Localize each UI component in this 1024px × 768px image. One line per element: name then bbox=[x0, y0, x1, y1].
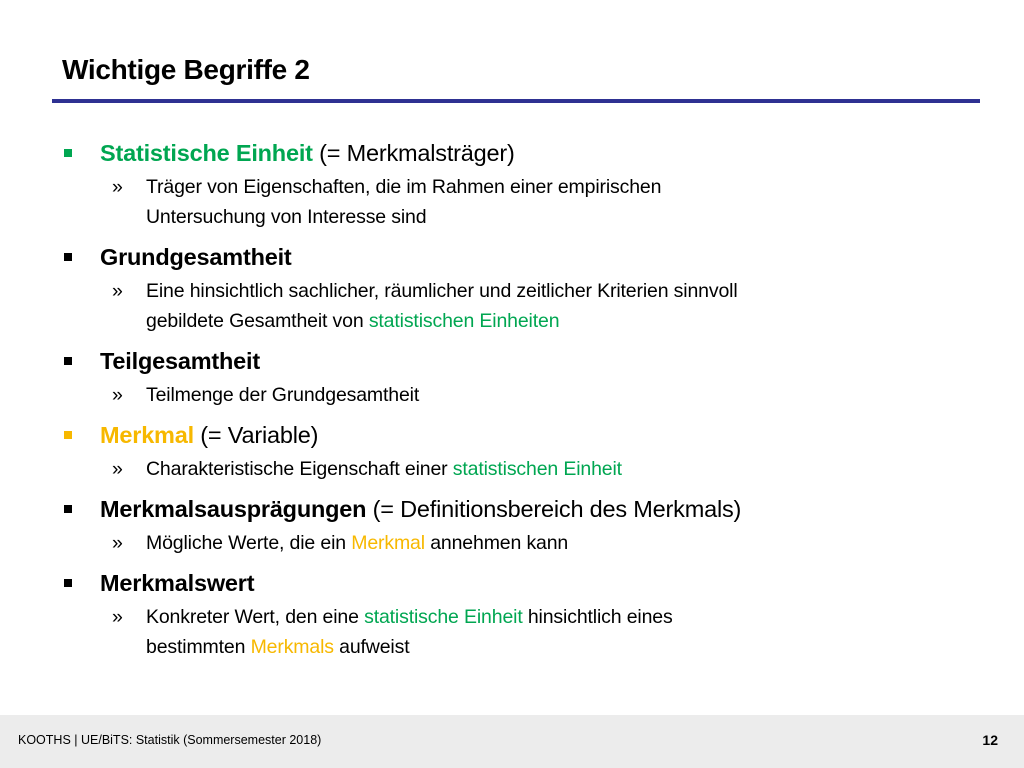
sub-item bbox=[62, 454, 962, 484]
sub-item bbox=[62, 276, 962, 336]
term-suffix: (= Variable) bbox=[193, 422, 319, 448]
slide-title: Wichtige Begriffe 2 bbox=[62, 54, 310, 85]
list-item-teilgesamtheit bbox=[62, 346, 962, 376]
sub-text: gebildete Gesamtheit von bbox=[146, 310, 369, 332]
sub-text: Konkreter Wert, den eine bbox=[146, 606, 365, 628]
term-suffix: (= Definitionsbereich des Merkmals) bbox=[366, 496, 742, 522]
sub-item bbox=[62, 172, 962, 232]
chevron-bullet-icon: » bbox=[112, 280, 123, 302]
sub-text-line: Untersuchung von Interesse sind bbox=[146, 206, 427, 228]
sub-text-line: Eine hinsichtlich sachlicher, räumlicher und zeitlicher Kriterien sinnvoll bbox=[146, 280, 738, 302]
term-suffix: (= Merkmalsträger) bbox=[312, 140, 515, 166]
highlight-text: Merkmal bbox=[351, 532, 425, 554]
square-bullet-icon bbox=[64, 357, 72, 365]
definition-list bbox=[62, 138, 962, 662]
list-item-statistische-einheit bbox=[62, 138, 962, 168]
chevron-bullet-icon: » bbox=[112, 176, 123, 198]
list-item-grundgesamtheit bbox=[62, 242, 962, 272]
square-bullet-icon bbox=[64, 579, 72, 587]
sub-text: Mögliche Werte, die ein bbox=[146, 532, 352, 554]
sub-text-line: Träger von Eigenschaften, die im Rahmen einer empirischen bbox=[146, 176, 662, 198]
term-label: Statistische Einheit bbox=[100, 140, 313, 166]
square-bullet-icon bbox=[64, 431, 72, 439]
term-label: Merkmalsausprägungen bbox=[100, 496, 367, 522]
chevron-bullet-icon: » bbox=[112, 606, 123, 628]
sub-text: bestimmten bbox=[146, 636, 251, 658]
chevron-bullet-icon: » bbox=[112, 384, 123, 406]
square-bullet-icon bbox=[64, 149, 72, 157]
term-label: Teilgesamtheit bbox=[100, 348, 261, 374]
highlight-text: statistischen Einheit bbox=[452, 458, 622, 480]
sub-item bbox=[62, 602, 962, 662]
sub-item bbox=[62, 380, 962, 410]
highlight-text: statistischen Einheiten bbox=[368, 310, 560, 332]
title-divider bbox=[52, 99, 980, 103]
page-number: 12 bbox=[982, 732, 998, 748]
list-item-merkmalswert bbox=[62, 568, 962, 598]
list-item-merkmalsauspraegungen bbox=[62, 494, 962, 524]
sub-text: hinsichtlich eines bbox=[522, 606, 673, 628]
square-bullet-icon bbox=[64, 253, 72, 261]
chevron-bullet-icon: » bbox=[112, 532, 123, 554]
square-bullet-icon bbox=[64, 505, 72, 513]
footer-bar bbox=[0, 715, 1024, 768]
term-label: Merkmal bbox=[100, 422, 194, 448]
term-label: Merkmalswert bbox=[100, 570, 255, 596]
highlight-text: statistische Einheit bbox=[364, 606, 523, 628]
term-label: Grundgesamtheit bbox=[100, 244, 292, 270]
sub-text: Charakteristische Eigenschaft einer bbox=[146, 458, 453, 480]
list-item-merkmal bbox=[62, 420, 962, 450]
chevron-bullet-icon: » bbox=[112, 458, 123, 480]
sub-item bbox=[62, 528, 962, 558]
highlight-text: Merkmals bbox=[250, 636, 334, 658]
sub-text-line: Teilmenge der Grundgesamtheit bbox=[146, 384, 420, 406]
footer-text: KOOTHS | UE/BiTS: Statistik (Sommersemester 2018) bbox=[18, 733, 322, 747]
sub-text: aufweist bbox=[333, 636, 410, 658]
sub-text: annehmen kann bbox=[424, 532, 569, 554]
